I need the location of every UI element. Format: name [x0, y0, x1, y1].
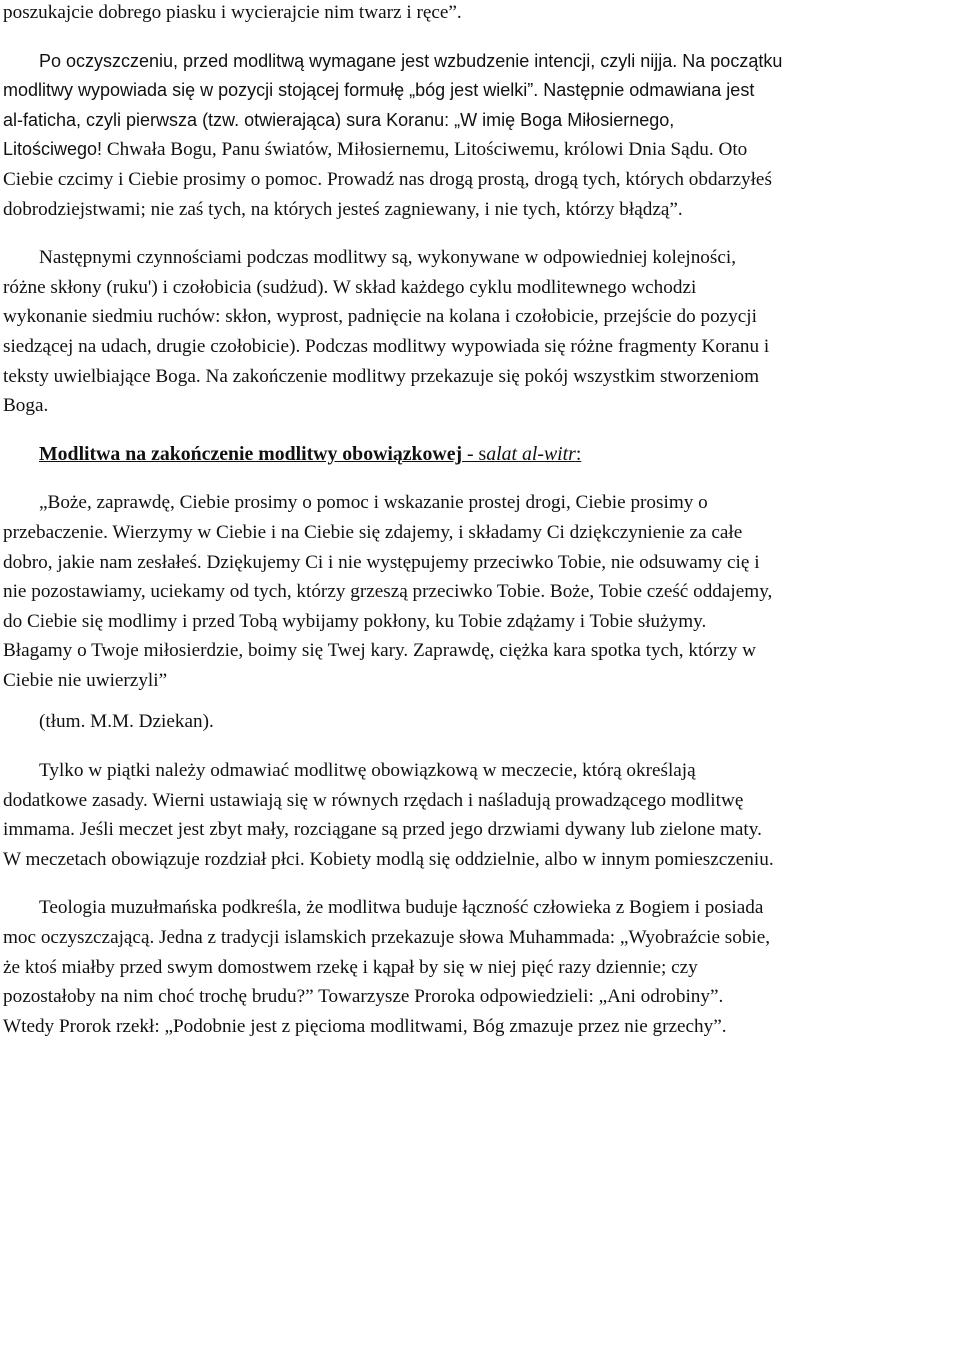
- paragraph-prayer-quote: [3, 488, 958, 737]
- text-line: Błagamy o Twoje miłosierdzie, boimy się Twej kary. Zaprawdę, ciężka kara spotka tych, którzy w: [3, 640, 757, 662]
- citation: (tłum. M.M. Dziekan).: [39, 711, 214, 733]
- text-line: Po oczyszczeniu, przed modlitwą wymagane jest wzbudzenie intencji, czyli nijja. Na początku: [39, 50, 783, 71]
- text-line: „Boże, zaprawdę, Ciebie prosimy o pomoc i wskazanie prostej drogi, Ciebie prosimy o: [39, 492, 708, 514]
- text-line: dobrodziejstwami; nie zaś tych, na których jesteś zagniewany, i nie tych, którzy błądzą”.: [3, 198, 683, 220]
- text-line: Tylko w piątki należy odmawiać modlitwę obowiązkową w meczecie, którą określają: [39, 760, 696, 782]
- document-page: [3, 0, 958, 1041]
- paragraph-theology: [3, 893, 958, 1041]
- text-line: nie pozostawiamy, uciekamy od tych, którzy grzeszą przeciwko Tobie. Boże, Tobie cześć oddajemy,: [3, 581, 773, 603]
- text-line: immama. Jeśli meczet jest zbyt mały, rozciągane są przed jego drzwiami dywany lub zielone maty.: [3, 819, 762, 841]
- text-line: teksty uwielbiające Boga. Na zakończenie modlitwy przekazuje się pokój wszystkim stworzeniom: [3, 365, 760, 387]
- paragraph-friday-prayer: [3, 756, 958, 874]
- text-line: różne skłony (ruku') i czołobicia (sudżud). W skład każdego cyklu modlitewnego wchodzi: [3, 276, 697, 298]
- text-line: moc oczyszczającą. Jedna z tradycji islamskich przekazuje słowa Muhammada: „Wyobraźcie sobie,: [3, 927, 771, 949]
- text-line: dobro, jakie nam zesłałeś. Dziękujemy Ci i nie występujemy przeciwko Tobie, nie odsuwamy cię i: [3, 551, 760, 573]
- text-line: Wtedy Prorok rzekł: „Podobnie jest z pięcioma modlitwami, Bóg zmazuje przez nie grzechy”.: [3, 1015, 727, 1037]
- paragraph-continuation: [3, 0, 958, 28]
- text-line: Teologia muzułmańska podkreśla, że modlitwa buduje łączność człowieka z Bogiem i posiada: [39, 897, 764, 919]
- section-heading: Modlitwa na zakończenie modlitwy obowiązkowej - salat al-witr:: [39, 442, 582, 465]
- heading-title: Modlitwa na zakończenie modlitwy obowiązkowej: [39, 442, 463, 465]
- text-line: W meczetach obowiązuje rozdział płci. Kobiety modlą się oddzielnie, albo w innym pomieszczeniu.: [3, 848, 774, 870]
- text-line: Ciebie nie uwierzyli”: [3, 669, 168, 691]
- text-line: Następnymi czynnościami podczas modlitwy są, wykonywane w odpowiedniej kolejności,: [39, 247, 736, 269]
- paragraph-prayer-sequence: [3, 243, 958, 421]
- text-line: Boga.: [3, 395, 49, 417]
- text-line: do Ciebie się modlimy i przed Tobą wybijamy pokłony, ku Tobie zdążamy i Tobie służymy.: [3, 610, 707, 632]
- text-line: wykonanie siedmiu ruchów: skłon, wyprost, padnięcie na kolana i czołobicie, przejście do pozycji: [3, 306, 757, 328]
- text-line: poszukajcie dobrego piasku i wycierajcie nim twarz i ręce”.: [3, 2, 462, 23]
- text-line: że ktoś miałby przed swym domostwem rzekę i kąpał by się w niej pięć razy dziennie; czy: [3, 956, 698, 978]
- text-line: Litościwego! Chwała Bogu, Panu światów, Miłosiernemu, Litościwemu, królowi Dnia Sądu. Oto: [3, 139, 748, 161]
- paragraph-purification: [3, 47, 958, 225]
- text-line: siedzącej na udach, drugie czołobicie). Podczas modlitwy wypowiada się różne fragmenty Koranu i: [3, 335, 770, 357]
- text-line: pozostałoby na nim choć trochę brudu?” Towarzysze Proroka odpowiedzieli: „Ani odrobiny”.: [3, 986, 724, 1008]
- text-line: modlitwy wypowiada się w pozycji stojącej formułę „bóg jest wielki”. Następnie odmawiana jest: [3, 80, 755, 101]
- text-line: al-faticha, czyli pierwsza (tzw. otwierająca) sura Koranu: „W imię Boga Miłosiernego,: [3, 109, 675, 130]
- heading-subtitle: alat al-witr: [486, 442, 576, 465]
- text-line: Ciebie czcimy i Ciebie prosimy o pomoc. Prowadź nas drogą prostą, drogą tych, których obdarzyłeś: [3, 168, 772, 190]
- text-line: przebaczenie. Wierzymy w Ciebie i na Ciebie się zdajemy, i składamy Ci dziękczynienie za całe: [3, 521, 743, 543]
- text-line: dodatkowe zasady. Wierni ustawiają się w równych rzędach i naśladują prowadzącego modlitwę: [3, 789, 744, 811]
